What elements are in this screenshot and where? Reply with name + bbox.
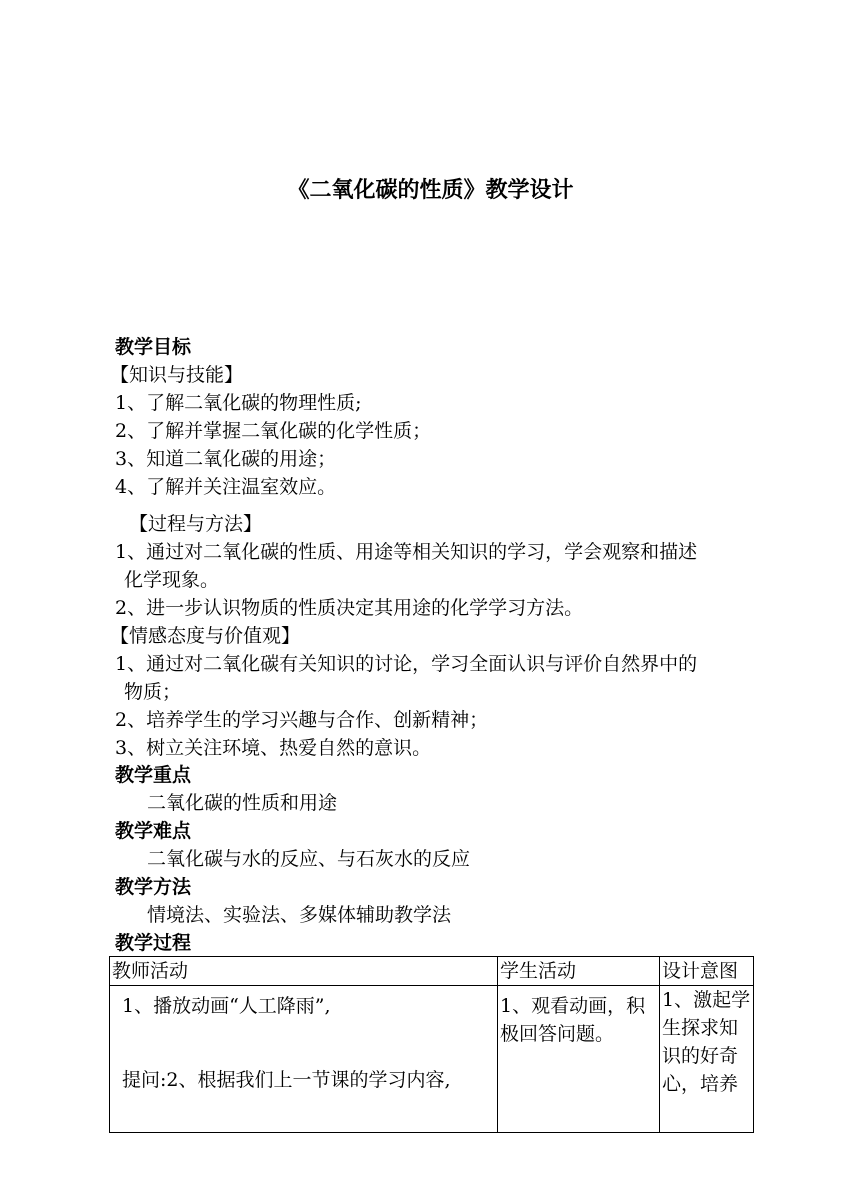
knowledge-item: 4、了解并关注温室效应。 [115, 476, 337, 498]
process-item-2: 2、进一步认识物质的性质决定其用途的化学学习方法。 [115, 597, 584, 619]
process-methods-label: 【过程与方法】 [129, 513, 263, 535]
design-intent-text: 1、激起学生探求知识的好奇心，培养 [662, 989, 751, 1095]
teacher-activity-cell [110, 986, 498, 1133]
knowledge-item: 2、了解并掌握二氧化碳的化学性质； [115, 420, 432, 442]
attitude-item-1-line-2: 物质； [124, 681, 182, 703]
knowledge-item: 1、了解二氧化碳的物理性质; [115, 392, 362, 414]
key-points-heading: 教学重点 [115, 764, 192, 786]
process-item-1-line-2: 化学现象。 [124, 569, 220, 591]
key-points-text: 二氧化碳的性质和用途 [147, 792, 338, 814]
attitude-item-3: 3、树立关注环境、热爱自然的意识。 [115, 737, 432, 759]
teacher-activity-line-1: 1、播放动画“人工降雨”, [122, 995, 331, 1017]
header-student-activity: 学生活动 [498, 957, 660, 986]
attitude-values-label: 【情感态度与价值观】 [110, 625, 301, 647]
document-title: 《二氧化碳的性质》教学设计 [287, 178, 574, 203]
table-header-row [110, 957, 754, 986]
header-teacher-activity: 教师活动 [110, 957, 498, 986]
difficulties-text: 二氧化碳与水的反应、与石灰水的反应 [147, 848, 471, 870]
methods-text: 情境法、实验法、多媒体辅助教学法 [147, 904, 452, 926]
knowledge-skills-label: 【知识与技能】 [110, 364, 244, 386]
attitude-item-1-line-1: 1、通过对二氧化碳有关知识的讨论，学习全面认识与评价自然界中的 [115, 653, 698, 675]
student-activity-cell [498, 986, 660, 1133]
student-activity-text: 1、观看动画，积极回答问题。 [500, 995, 646, 1045]
process-item-1-line-1: 1、通过对二氧化碳的性质、用途等相关知识的学习，学会观察和描述 [115, 541, 698, 563]
design-intent-cell [660, 986, 754, 1133]
header-design-intent: 设计意图 [660, 957, 754, 986]
methods-heading: 教学方法 [115, 876, 192, 898]
process-heading: 教学过程 [115, 932, 192, 954]
teacher-activity-line-2: 提问:2、根据我们上一节课的学习内容, [122, 1069, 451, 1091]
objectives-heading: 教学目标 [115, 336, 192, 358]
attitude-item-2: 2、培养学生的学习兴趣与合作、创新精神； [115, 709, 489, 731]
knowledge-item: 3、知道二氧化碳的用途； [115, 448, 337, 470]
difficulties-heading: 教学难点 [115, 820, 192, 842]
table-row [110, 986, 754, 1133]
teaching-process-table [109, 956, 754, 1133]
